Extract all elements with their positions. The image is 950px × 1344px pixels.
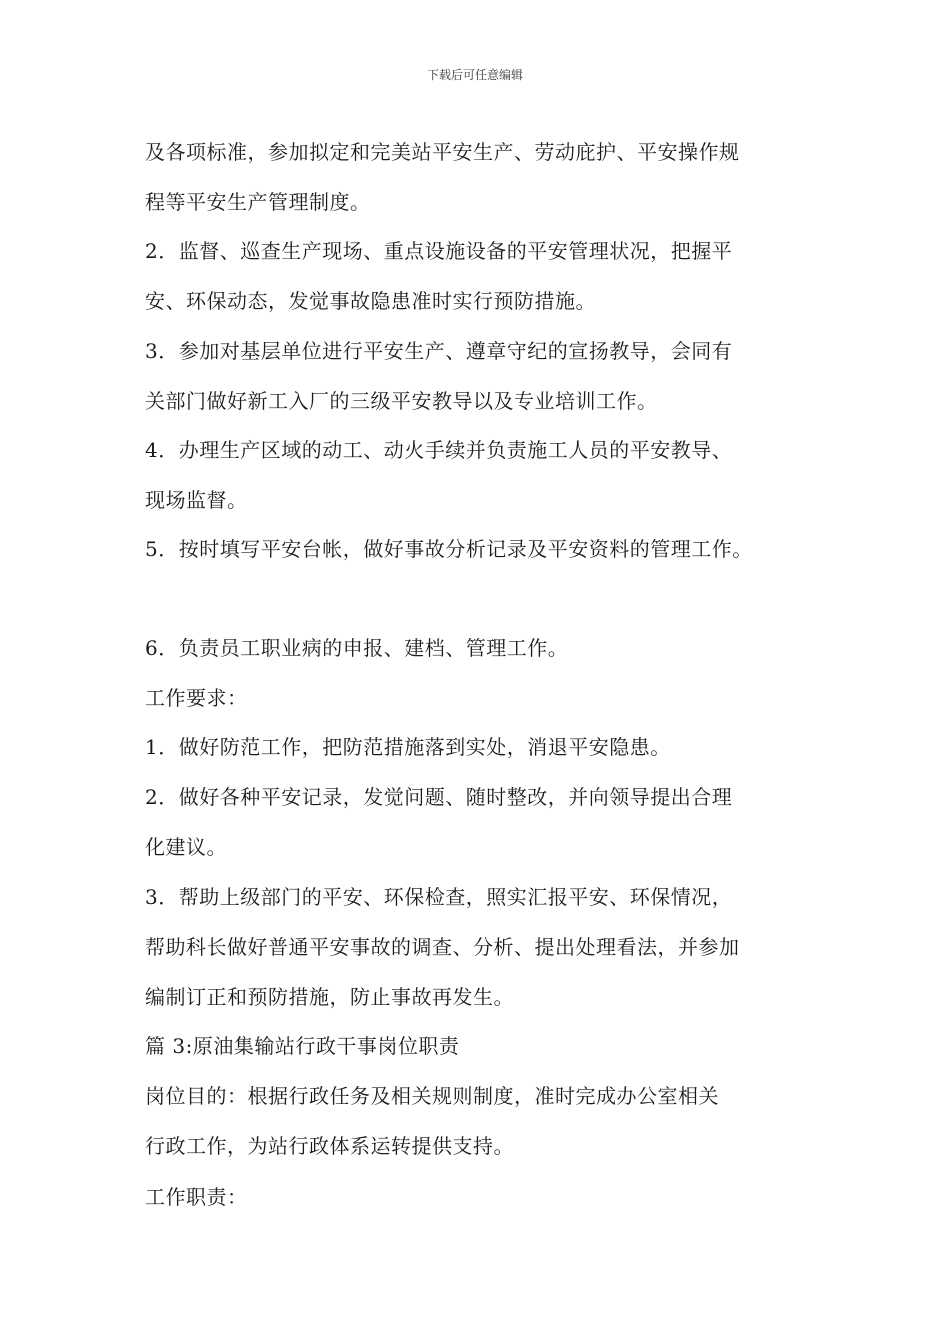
body-line: 岗位目的：根据行政任务及相关规则制度，准时完成办公室相关 (145, 1084, 719, 1108)
body-line: 2．做好各种平安记录，发觉问题、随时整改，并向领导提出合理 (145, 785, 733, 809)
body-line: 3．帮助上级部门的平安、环保检查，照实汇报平安、环保情况， (145, 885, 733, 909)
body-line: 程等平安生产管理制度。 (145, 190, 371, 214)
body-line: 现场监督。 (145, 488, 248, 512)
body-line: 及各项标准，参加拟定和完美站平安生产、劳动庇护、平安操作规 (145, 140, 740, 164)
body-line: 安、环保动态，发觉事故隐患准时实行预防措施。 (145, 289, 596, 313)
body-line: 2．监督、巡查生产现场、重点设施设备的平安管理状况，把握平 (145, 239, 733, 263)
body-line: 帮助科长做好普通平安事故的调查、分析、提出处理看法，并参加 (145, 935, 740, 959)
section-heading: 工作职责： (145, 1185, 248, 1209)
section-heading: 工作要求： (145, 686, 248, 710)
body-line: 关部门做好新工入厂的三级平安教导以及专业培训工作。 (145, 389, 658, 413)
body-line: 6．负责员工职业病的申报、建档、管理工作。 (145, 636, 569, 660)
body-line: 4．办理生产区域的动工、动火手续并负责施工人员的平安教导、 (145, 438, 733, 462)
body-line: 1．做好防范工作，把防范措施落到实处，消退平安隐患。 (145, 735, 671, 759)
body-line: 5．按时填写平安台帐，做好事故分析记录及平安资料的管理工作。 (145, 537, 753, 561)
body-line: 行政工作，为站行政体系运转提供支持。 (145, 1134, 514, 1158)
body-line: 3．参加对基层单位进行平安生产、遵章守纪的宣扬教导，会同有 (145, 339, 733, 363)
body-line: 化建议。 (145, 835, 227, 859)
page-header: 下载后可任意编辑 (426, 68, 523, 82)
body-line: 编制订正和预防措施，防止事故再发生。 (145, 985, 514, 1009)
chapter-title: 篇 3:原油集输站行政干事岗位职责 (145, 1034, 460, 1058)
